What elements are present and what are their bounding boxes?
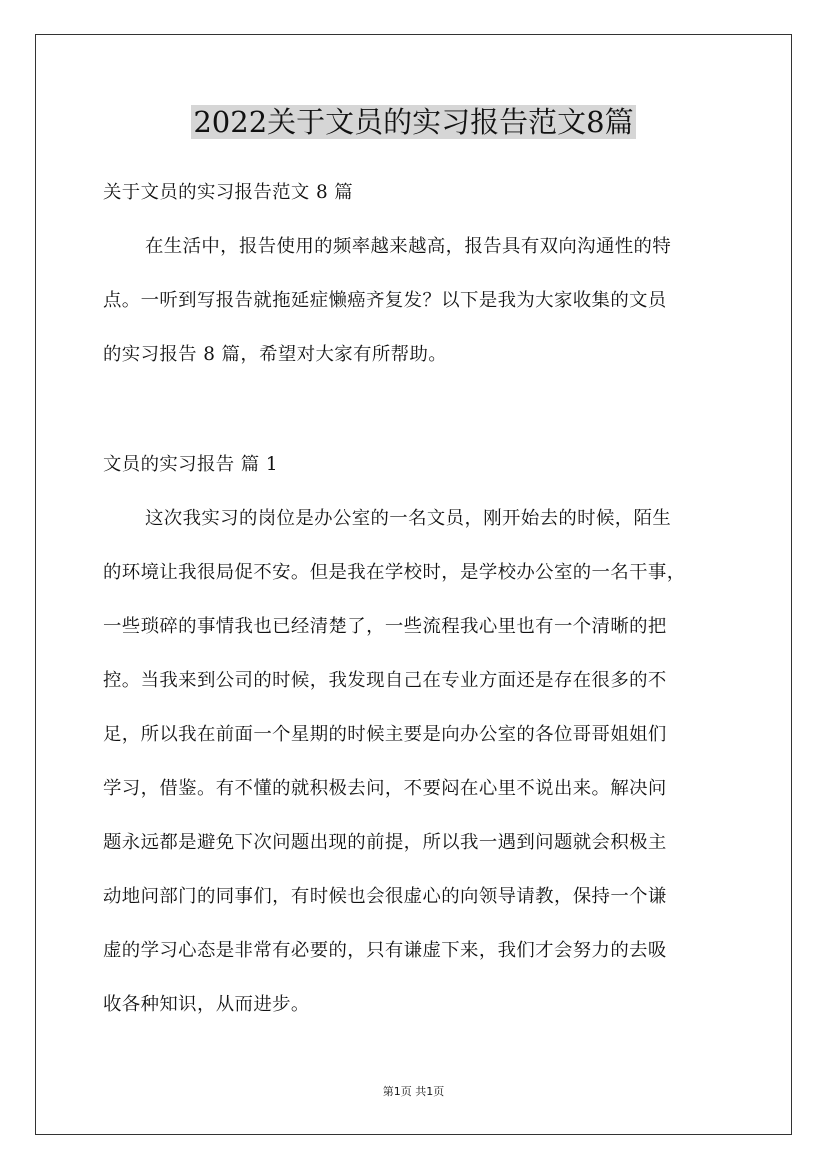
section-1-line-7: 题永远都是避免下次问题出现的前提，所以我一遇到问题就会积极主 bbox=[103, 832, 667, 853]
section-1-heading: 文员的实习报告 篇 1 bbox=[103, 454, 278, 475]
section-1-line-2: 的环境让我很局促不安。但是我在学校时，是学校办公室的一名干事， bbox=[103, 562, 686, 583]
intro-line-3: 的实习报告 8 篇，希望对大家有所帮助。 bbox=[103, 344, 448, 365]
section-1-line-5: 足，所以我在前面一个星期的时候主要是向办公室的各位哥哥姐姐们 bbox=[103, 724, 667, 745]
section-1-line-9: 虚的学习心态是非常有必要的，只有谦虚下来，我们才会努力的去吸 bbox=[103, 940, 667, 961]
section-1-line-1: 这次我实习的岗位是办公室的一名文员，刚开始去的时候，陌生 bbox=[145, 508, 672, 529]
section-1-line-3: 一些琐碎的事情我也已经清楚了，一些流程我心里也有一个清晰的把 bbox=[103, 616, 667, 637]
intro-line-1: 在生活中，报告使用的频率越来越高，报告具有双向沟通性的特 bbox=[145, 236, 672, 257]
section-1-line-6: 学习，借鉴。有不懂的就积极去问，不要闷在心里不说出来。解决问 bbox=[103, 778, 667, 799]
document-subtitle: 关于文员的实习报告范文 8 篇 bbox=[103, 182, 354, 203]
intro-line-2: 点。一听到写报告就拖延症懒癌齐复发？以下是我为大家收集的文员 bbox=[103, 290, 667, 311]
page-number-footer: 第1页 共1页 bbox=[382, 1085, 445, 1098]
section-1-line-8: 动地问部门的同事们，有时候也会很虚心的向领导请教，保持一个谦 bbox=[103, 886, 667, 907]
section-1-line-4: 控。当我来到公司的时候，我发现自己在专业方面还是存在很多的不 bbox=[103, 670, 667, 691]
document-title bbox=[0, 100, 827, 144]
document-title-text: 2022关于文员的实习报告范文8篇 bbox=[193, 105, 634, 139]
section-1-line-10: 收各种知识，从而进步。 bbox=[103, 994, 310, 1015]
